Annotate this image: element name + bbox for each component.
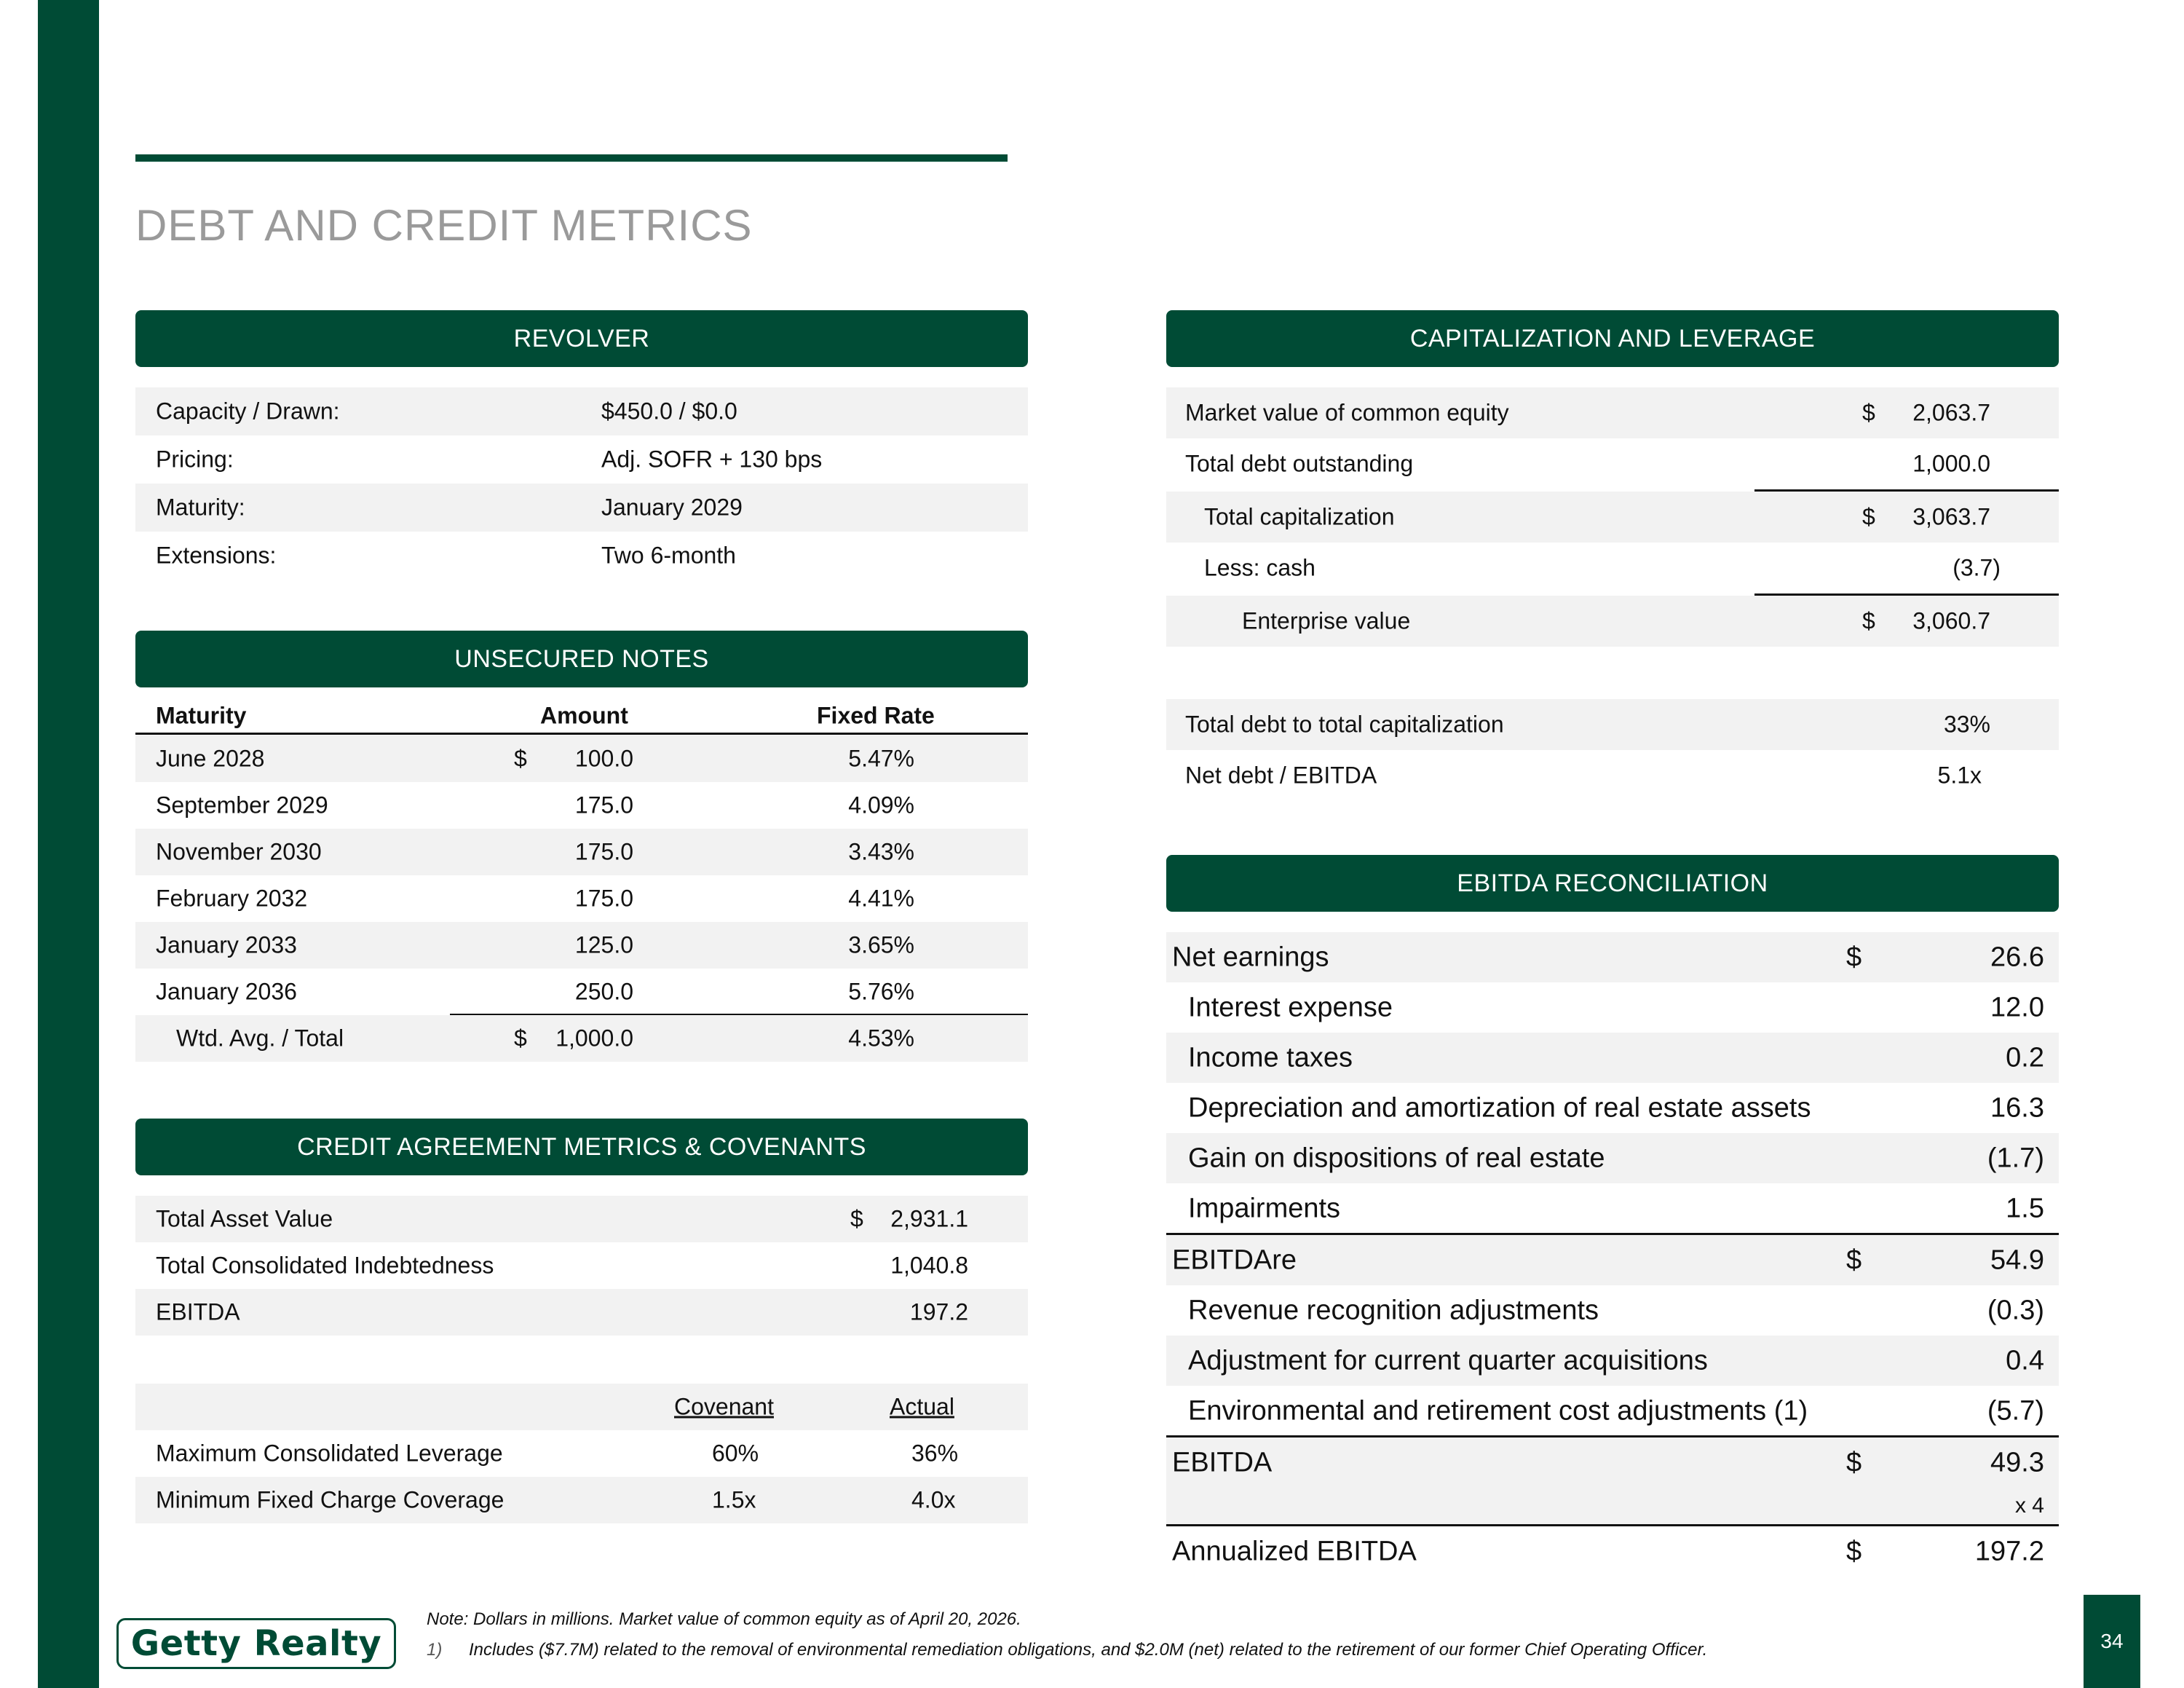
credit-row [135, 1196, 1028, 1242]
ebitda-dollar: $ [1846, 1447, 1862, 1478]
covenant-column-headers [135, 1384, 1028, 1430]
ebitda-row [1166, 1437, 2059, 1488]
cap-value: 1,000.0 [1912, 450, 1990, 477]
column-header-amount: Amount [540, 702, 628, 729]
getty-realty-logo: Getty Realty [116, 1618, 396, 1669]
ratio-value: 5.1x [1937, 762, 1982, 789]
ebitda-label: EBITDAre [1172, 1245, 1297, 1275]
cap-value: (3.7) [1952, 554, 2001, 581]
ebitda-reconciliation-header: EBITDA RECONCILIATION [1166, 855, 2059, 912]
covenant-value: 60% [712, 1440, 759, 1467]
ebitda-row [1166, 982, 2059, 1033]
ebitda-row [1166, 1235, 2059, 1285]
page-title: DEBT AND CREDIT METRICS [135, 201, 753, 250]
ebitda-label: Income taxes [1188, 1042, 1353, 1073]
ebitda-value: 197.2 [1974, 1536, 2044, 1566]
actual-value: 36% [911, 1440, 959, 1467]
ratio-label: Net debt / EBITDA [1185, 762, 1377, 789]
cap-label: Market value of common equity [1185, 399, 1509, 426]
note-total-rate: 4.53% [848, 1025, 914, 1052]
note-rate: 4.09% [848, 792, 914, 819]
credit-label: Total Consolidated Indebtedness [156, 1252, 494, 1279]
ebitda-label: Net earnings [1172, 942, 1329, 972]
capitalization-header: CAPITALIZATION AND LEVERAGE [1166, 310, 2059, 367]
ebitda-label: Gain on dispositions of real estate [1188, 1143, 1605, 1173]
credit-dollar: $ [850, 1205, 863, 1232]
ebitda-label: EBITDA [1172, 1447, 1273, 1478]
cap-dollar: $ [1862, 503, 1875, 530]
column-header-maturity: Maturity [156, 702, 247, 729]
title-rule [135, 154, 1008, 162]
note-amount: 125.0 [574, 931, 633, 958]
note-rate: 5.76% [848, 978, 914, 1005]
revolver-label: Capacity / Drawn: [156, 398, 340, 425]
footnote-number: 1) [427, 1640, 443, 1660]
ebitda-label: Impairments [1188, 1193, 1341, 1223]
ebitda-row [1166, 1133, 2059, 1183]
cap-dollar: $ [1862, 399, 1875, 426]
cap-value: 3,060.7 [1912, 607, 1990, 634]
ebitda-row [1166, 932, 2059, 982]
ebitda-row-annualized [1166, 1526, 2059, 1577]
revolver-header: REVOLVER [135, 310, 1028, 367]
note-amount: 175.0 [574, 885, 633, 912]
ebitda-value: (0.3) [1987, 1295, 2044, 1325]
ebitda-value: 26.6 [1990, 942, 2044, 972]
cap-label: Total debt outstanding [1185, 450, 1414, 477]
credit-agreement-header: CREDIT AGREEMENT METRICS & COVENANTS [135, 1119, 1028, 1175]
note-maturity: September 2029 [156, 792, 328, 819]
ebitda-dollar: $ [1846, 1245, 1862, 1275]
revolver-label: Pricing: [156, 446, 234, 473]
revolver-row [135, 435, 1028, 484]
note-rate: 3.43% [848, 838, 914, 865]
table-row [135, 782, 1028, 829]
note-amount: 100.0 [574, 745, 633, 772]
table-row [135, 735, 1028, 782]
note-dollar: $ [514, 1025, 527, 1052]
cap-value: 2,063.7 [1912, 399, 1990, 426]
revolver-value: January 2029 [601, 494, 743, 521]
credit-value: 197.2 [909, 1298, 968, 1325]
cap-row [1166, 492, 2059, 543]
cap-dollar: $ [1862, 607, 1875, 634]
revolver-row [135, 484, 1028, 532]
note-total-label: Wtd. Avg. / Total [176, 1025, 344, 1052]
cap-row [1166, 543, 2059, 593]
table-row [135, 922, 1028, 969]
table-row [135, 829, 1028, 875]
note-rate: 5.47% [848, 745, 914, 772]
credit-label: Total Asset Value [156, 1205, 333, 1232]
ebitda-label: Interest expense [1188, 992, 1393, 1022]
revolver-row [135, 387, 1028, 435]
notes-column-headers [135, 698, 1028, 734]
note-amount: 175.0 [574, 792, 633, 819]
credit-label: EBITDA [156, 1298, 240, 1325]
covenant-label: Minimum Fixed Charge Coverage [156, 1486, 505, 1513]
cap-label: Enterprise value [1242, 607, 1411, 634]
ratio-row [1166, 750, 2059, 801]
ebitda-label: Adjustment for current quarter acquisitions [1188, 1345, 1708, 1376]
footer-note: Note: Dollars in millions. Market value of common equity as of April 20, 2026. [427, 1609, 1021, 1629]
note-dollar: $ [514, 745, 527, 772]
footnote-text: Includes ($7.7M) related to the removal of environmental remediation obligations, and $2.0M (net) related to the retirement of our former Chief Operating Officer. [469, 1640, 1708, 1660]
note-amount: 175.0 [574, 838, 633, 865]
note-maturity: November 2030 [156, 838, 322, 865]
covenant-value: 1.5x [712, 1486, 756, 1513]
table-row [135, 875, 1028, 922]
covenant-header: Covenant [674, 1393, 774, 1420]
revolver-row [135, 532, 1028, 580]
ebitda-value: 0.4 [2006, 1345, 2044, 1376]
ebitda-value: 49.3 [1990, 1447, 2044, 1478]
column-header-rate: Fixed Rate [817, 702, 935, 729]
ebitda-row [1166, 1033, 2059, 1083]
cap-row [1166, 438, 2059, 489]
ratio-row [1166, 699, 2059, 750]
note-maturity: January 2033 [156, 931, 297, 958]
ebitda-label: Revenue recognition adjustments [1188, 1295, 1599, 1325]
table-row [135, 969, 1028, 1015]
cap-value: 3,063.7 [1912, 503, 1990, 530]
page-number: 34 [2084, 1595, 2140, 1688]
note-maturity: June 2028 [156, 745, 265, 772]
credit-row [135, 1242, 1028, 1289]
ebitda-multiplier: x 4 [2014, 1494, 2044, 1518]
note-amount: 250.0 [574, 978, 633, 1005]
ebitda-value: (5.7) [1987, 1395, 2044, 1426]
note-rate: 4.41% [848, 885, 914, 912]
ebitda-value: 0.2 [2006, 1042, 2044, 1073]
covenant-row [135, 1430, 1028, 1477]
covenant-row [135, 1477, 1028, 1523]
ebitda-multiplier-row [1166, 1488, 2059, 1524]
ebitda-label: Annualized EBITDA [1172, 1536, 1417, 1566]
revolver-value: Two 6-month [601, 542, 736, 569]
ebitda-label: Environmental and retirement cost adjustments (1) [1188, 1395, 1808, 1426]
credit-value: 1,040.8 [890, 1252, 968, 1279]
ebitda-row [1166, 1336, 2059, 1386]
covenant-label: Maximum Consolidated Leverage [156, 1440, 503, 1467]
ebitda-row [1166, 1083, 2059, 1133]
actual-header: Actual [890, 1393, 954, 1420]
revolver-value: Adj. SOFR + 130 bps [601, 446, 823, 473]
ebitda-dollar: $ [1846, 1536, 1862, 1566]
ebitda-row [1166, 1183, 2059, 1234]
note-maturity: February 2032 [156, 885, 308, 912]
ebitda-row [1166, 1386, 2059, 1436]
revolver-label: Maturity: [156, 494, 245, 521]
cap-row [1166, 596, 2059, 647]
ebitda-dollar: $ [1846, 942, 1862, 972]
ratio-label: Total debt to total capitalization [1185, 711, 1504, 738]
ebitda-value: 12.0 [1990, 992, 2044, 1022]
ebitda-value: 54.9 [1990, 1245, 2044, 1275]
actual-value: 4.0x [911, 1486, 956, 1513]
notes-header-rule [135, 733, 1028, 735]
credit-value: 2,931.1 [890, 1205, 968, 1232]
ebitda-row [1166, 1285, 2059, 1336]
note-rate: 3.65% [848, 931, 914, 958]
cap-row [1166, 387, 2059, 438]
credit-row [135, 1289, 1028, 1336]
note-total-amount: 1,000.0 [555, 1025, 633, 1052]
left-brand-bar [38, 0, 99, 1688]
ebitda-value: 16.3 [1990, 1092, 2044, 1123]
revolver-value: $450.0 / $0.0 [601, 398, 737, 425]
cap-label: Total capitalization [1204, 503, 1395, 530]
ratio-value: 33% [1943, 711, 1990, 738]
revolver-label: Extensions: [156, 542, 277, 569]
ebitda-label: Depreciation and amortization of real estate assets [1188, 1092, 1811, 1123]
unsecured-notes-header: UNSECURED NOTES [135, 631, 1028, 687]
ebitda-value: (1.7) [1987, 1143, 2044, 1173]
cap-label: Less: cash [1204, 554, 1315, 581]
note-maturity: January 2036 [156, 978, 297, 1005]
ebitda-value: 1.5 [2006, 1193, 2044, 1223]
table-row-total [135, 1015, 1028, 1062]
